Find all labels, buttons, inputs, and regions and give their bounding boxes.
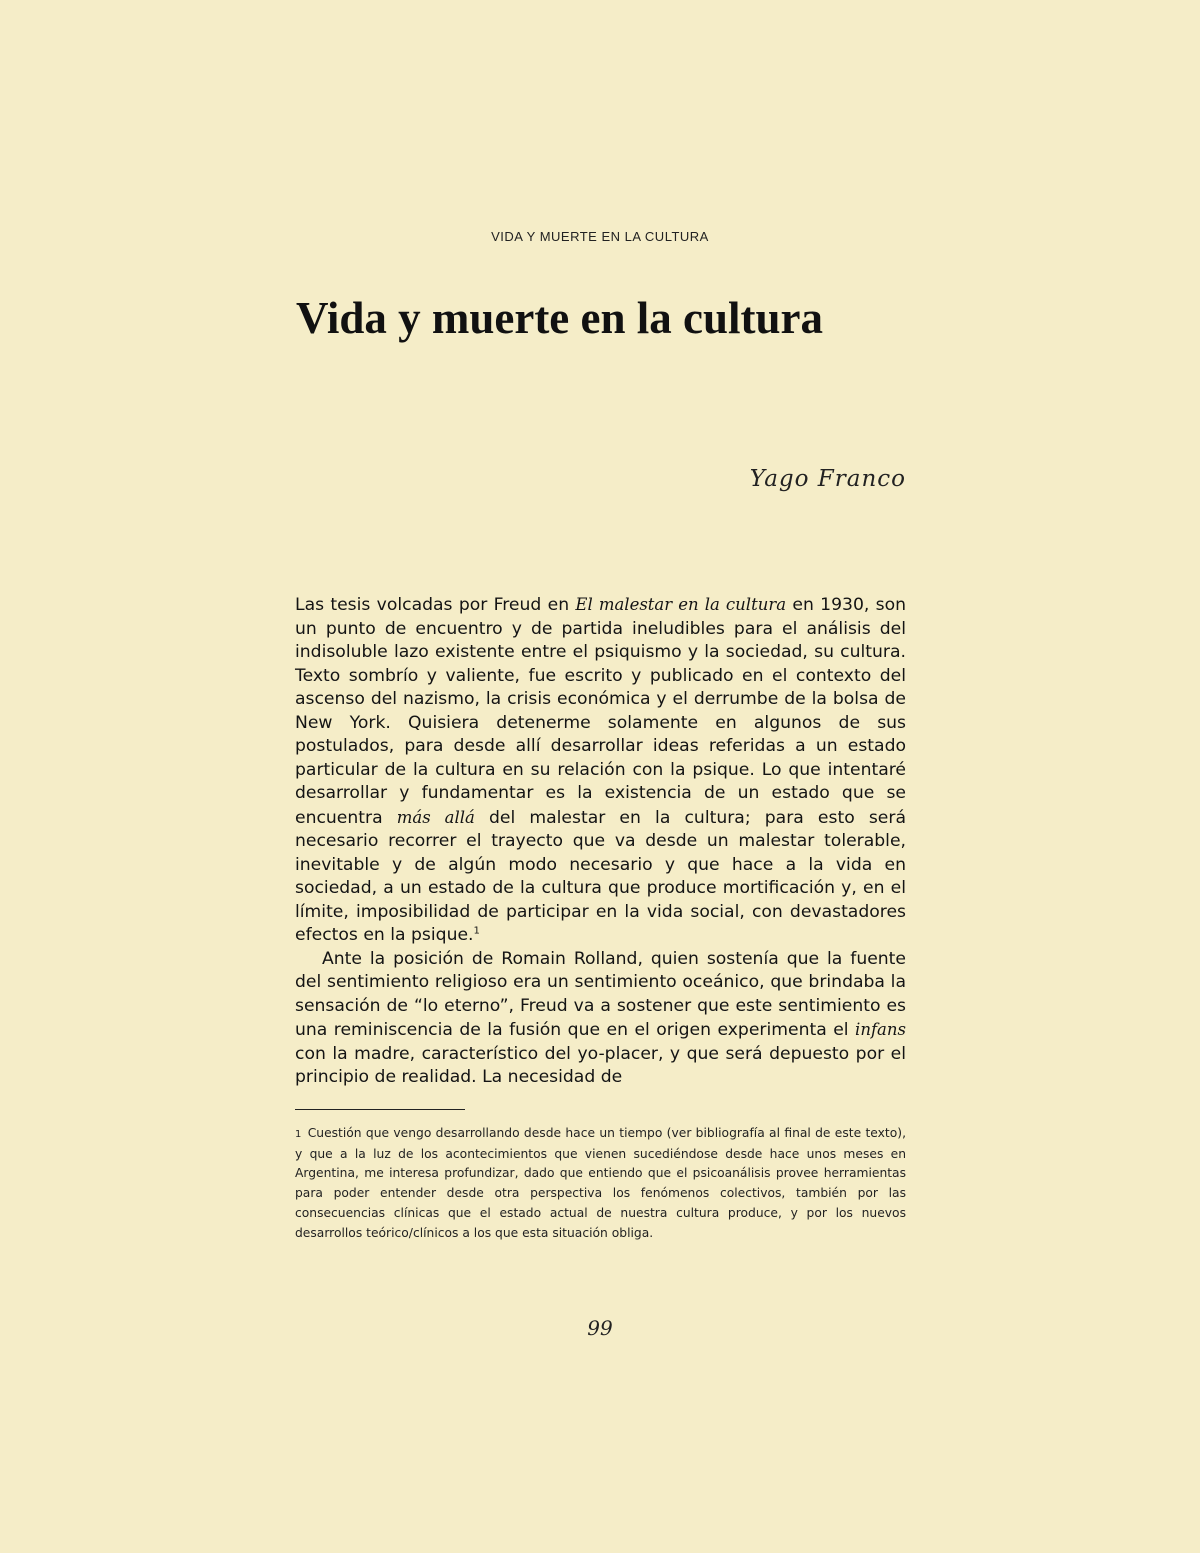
book-title-italic: El malestar en la cultura: [575, 595, 787, 614]
footnote-number: 1: [295, 1129, 302, 1140]
article-body: [295, 593, 906, 1090]
footnote-divider: [295, 1109, 465, 1110]
footnote-text: Cuestión que vengo desarrollando desde hace un tiempo (ver bibliografía al final de este texto), y que a la luz de los acontecimientos que vienen sucediéndose desde hace unos meses en Argentina, me interesa profundizar, dado que entiendo que el psicoanálisis provee herramientas para poder entender desde otra perspectiva los fenómenos colectivos, también por las consecuencias clínicas que el estado actual de nuestra cultura produce, y por los nuevos desarrollos teórico/clínicos a los que esta situación obliga.: [295, 1126, 906, 1240]
footnote: [295, 1124, 906, 1243]
footnote-reference[interactable]: 1: [473, 925, 480, 937]
emphasis-mas-alla: más allá: [396, 807, 475, 827]
paragraph-1-text-c: del malestar en la cultura; para esto será necesario recorrer el trayecto que va desde un malestar tolerable, inevitable y de algún modo necesario y que hace a la vida en sociedad, a un estado de la cultura que produce mortificación y, en el límite, imposibilidad de participar en la vida social, con devastadores efectos en la psique.: [295, 807, 906, 945]
paragraph-2-text-a: Ante la posición de Romain Rolland, quien sostenía que la fuente del sentimiento religioso era un sentimiento oceánico, que brindaba la sensación de “lo eterno”, Freud va a sostener que este sentimiento es una reminiscencia de la fusión que en el origen experimenta el: [295, 948, 906, 1040]
page-number: 99: [587, 1316, 613, 1340]
article-title: Vida y muerte en la cultura: [296, 293, 824, 343]
paragraph-1-text-b: en 1930, son un punto de encuentro y de partida ineludibles para el análisis del indisoluble lazo existente entre el psiquismo y la sociedad, su cultura. Texto sombrío y valiente, fue escrito y publicado en el contexto del ascenso del nazismo, la crisis económica y el derrumbe de la bolsa de New York. Quisiera detenerme solamente en algunos de sus postulados, para desde allí desarrollar ideas referidas a un estado particular de la cultura en su relación con la psique. Lo que intentaré desarrollar y fundamentar es la existencia de un estado que se encuentra: [295, 595, 907, 828]
article-author: Yago Franco: [749, 466, 906, 492]
running-header: VIDA Y MUERTE EN LA CULTURA: [491, 229, 709, 244]
body-paragraph-2: [295, 948, 906, 1090]
emphasis-infans: infans: [855, 1020, 906, 1039]
paragraph-2-text-b: con la madre, característico del yo-placer, y que será depuesto por el principio de realidad. La necesidad de: [295, 1043, 906, 1087]
body-paragraph-1: [295, 593, 906, 948]
paragraph-1-text-a: Las tesis volcadas por Freud en: [295, 595, 576, 615]
